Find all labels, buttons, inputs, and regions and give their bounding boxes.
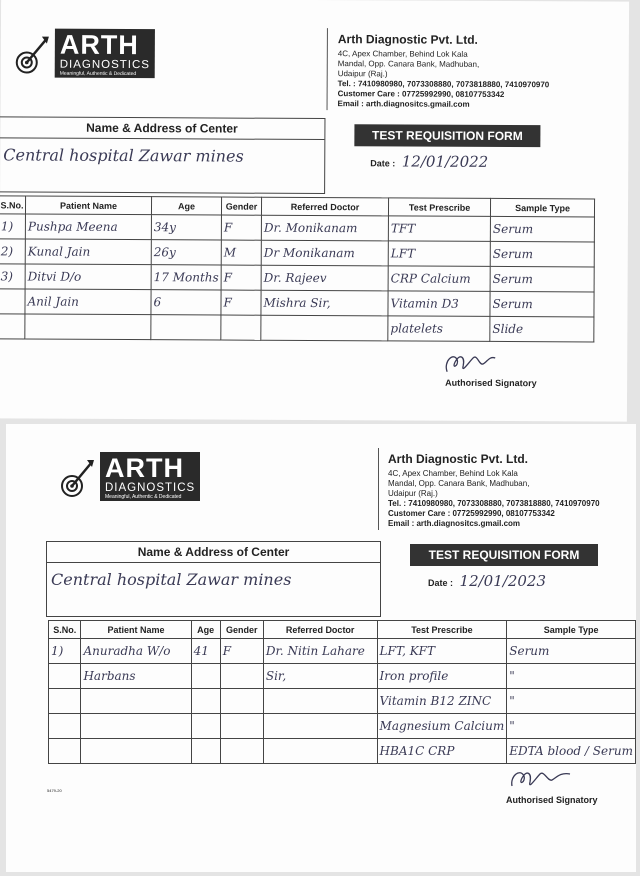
date-field [428, 572, 546, 590]
patient-table [0, 195, 595, 342]
company-logo [54, 452, 200, 501]
cell-patient-name: Pushpa Meena [25, 214, 151, 240]
signature-label: Authorised Signatory [445, 377, 537, 389]
cell-age: 26y [151, 240, 221, 265]
company-address [388, 454, 600, 529]
cell-age: 17 Months [151, 265, 221, 290]
cell-referred-doctor [263, 689, 377, 714]
cell-patient-name: Kunal Jain [25, 239, 151, 265]
cell-test-prescribe: Vitamin B12 ZINC [377, 689, 507, 714]
requisition-form-2023 [6, 424, 636, 872]
date-label: Date : [428, 578, 454, 588]
email-address: Email : arth.diagnositcs.gmail.com [337, 99, 470, 109]
logo-tagline: Meaningful, Authentic & Dedicated [59, 70, 137, 78]
cell-patient-name [81, 689, 191, 714]
date-field [370, 152, 488, 171]
cell-sample-type: Slide [490, 316, 594, 342]
cell-age [191, 664, 220, 689]
cell-sample-type: Serum [490, 266, 594, 292]
logo-subword: DIAGNOSTICS [59, 58, 151, 72]
col-sample-type: Sample Type [507, 621, 636, 639]
cell-test-prescribe: Vitamin D3 [388, 291, 490, 317]
cell-sample-type: Serum [490, 291, 594, 317]
cell-sno [49, 714, 81, 739]
cell-age [191, 714, 220, 739]
cell-patient-name [25, 314, 151, 340]
phone-numbers: Tel. : 7410980980, 7073308880, 7073818880, 7410970970 [337, 79, 550, 90]
cell-sno: 3) [0, 264, 25, 289]
cell-gender [220, 689, 263, 714]
col-age: Age [151, 197, 221, 215]
cell-sno [49, 739, 81, 764]
cell-test-prescribe: platelets [388, 316, 490, 342]
logo-target-icon [9, 32, 51, 74]
cell-gender: F [220, 639, 263, 664]
address-line: Udaipur (Raj.) [337, 69, 388, 79]
table-row [0, 314, 594, 342]
table-row [0, 239, 594, 267]
customer-care: Customer Care : 07725992990, 08107753342 [337, 89, 505, 99]
cell-sample-type: " [507, 664, 636, 689]
date-value: 12/01/2023 [459, 572, 546, 590]
col-test-prescribe: Test Prescribe [389, 198, 491, 217]
cell-sample-type: Serum [507, 639, 636, 664]
cell-patient-name: Anil Jain [25, 289, 151, 315]
cell-referred-doctor: Mishra Sir, [261, 290, 388, 316]
cell-gender: F [221, 265, 261, 290]
table-row [49, 639, 636, 664]
cell-patient-name: Ditvi D/o [25, 264, 151, 290]
col-age: Age [191, 621, 220, 639]
table-row [0, 214, 595, 242]
logo-word: ARTH [105, 453, 184, 483]
table-row [0, 264, 594, 292]
cell-gender: M [221, 240, 261, 265]
cell-test-prescribe: CRP Calcium [388, 266, 490, 292]
cell-sample-type: " [507, 714, 636, 739]
cell-test-prescribe: LFT [388, 241, 490, 267]
header-divider [378, 448, 379, 530]
cell-age: 34y [151, 215, 221, 240]
col-gender: Gender [220, 621, 263, 639]
cell-gender [221, 315, 261, 340]
cell-age: 6 [151, 290, 221, 315]
phone-numbers: Tel. : 7410980980, 7073308880, 7073818880, 7410970970 [388, 499, 600, 508]
cell-gender [220, 664, 263, 689]
col-patient-name: Patient Name [25, 196, 151, 215]
cell-test-prescribe: HBA1C CRP [377, 739, 507, 764]
cell-age: 41 [191, 639, 220, 664]
date-value: 12/01/2022 [401, 152, 489, 171]
col-sample-type: Sample Type [491, 198, 595, 217]
signature-scribble [439, 344, 499, 380]
cell-age [191, 739, 220, 764]
cell-patient-name [81, 714, 191, 739]
col-referred-doctor: Referred Doctor [263, 621, 377, 639]
cell-sno [49, 689, 81, 714]
logo-tagline: Meaningful, Authentic & Dedicated [105, 494, 182, 500]
cell-gender [220, 714, 263, 739]
address-line: Mandal, Opp. Canara Bank, Madhuban, [388, 479, 530, 488]
cell-gender: F [221, 215, 261, 240]
cell-sno: 2) [0, 239, 25, 264]
cell-sample-type: Serum [490, 241, 594, 267]
date-label: Date : [370, 158, 396, 169]
cell-age [191, 689, 220, 714]
logo-target-icon [54, 456, 96, 498]
cell-gender [220, 739, 263, 764]
address-line: Udaipur (Raj.) [388, 489, 438, 498]
cell-referred-doctor: Dr Monikanam [261, 240, 388, 266]
form-title: TEST REQUISITION FORM [410, 544, 598, 566]
header-divider [327, 28, 328, 110]
center-box [46, 541, 381, 617]
signature-scribble [506, 760, 576, 794]
center-box [0, 116, 325, 194]
email-address: Email : arth.diagnositcs.gmail.com [388, 519, 521, 528]
cell-test-prescribe: Iron profile [377, 664, 507, 689]
cell-referred-doctor: Dr. Monikanam [261, 215, 388, 241]
col-patient-name: Patient Name [81, 621, 191, 639]
customer-care: Customer Care : 07725992990, 08107753342 [388, 509, 555, 518]
logo-word: ARTH [59, 29, 139, 61]
cell-test-prescribe: TFT [388, 216, 490, 242]
company-logo [9, 28, 155, 78]
center-name: Central hospital Zawar mines [51, 570, 292, 589]
cell-referred-doctor [263, 714, 377, 739]
cell-patient-name [81, 739, 191, 764]
logo-subword: DIAGNOSTICS [105, 482, 196, 494]
center-name: Central hospital Zawar mines [3, 145, 244, 166]
form-number: 5479-20 [47, 788, 62, 793]
cell-gender: F [221, 290, 261, 315]
company-address [338, 34, 550, 110]
address-line: Mandal, Opp. Canara Bank, Madhuban, [337, 59, 480, 69]
col-sno: S.No. [0, 196, 26, 214]
center-heading: Name & Address of Center [47, 542, 380, 563]
table-row [0, 289, 594, 317]
col-gender: Gender [222, 197, 262, 215]
col-sno: S.No. [49, 621, 81, 639]
cell-sno: 1) [49, 639, 81, 664]
form-title: TEST REQUISITION FORM [354, 124, 540, 147]
cell-referred-doctor: Sir, [263, 664, 377, 689]
cell-test-prescribe: LFT, KFT [377, 639, 507, 664]
cell-test-prescribe: Magnesium Calcium [377, 714, 507, 739]
table-row [49, 714, 636, 739]
center-heading: Name & Address of Center [0, 117, 324, 140]
cell-age [151, 315, 221, 340]
cell-sno [49, 664, 81, 689]
address-line: 4C, Apex Chamber, Behind Lok Kala [388, 469, 518, 478]
col-referred-doctor: Referred Doctor [262, 197, 389, 216]
col-test-prescribe: Test Prescribe [377, 621, 507, 639]
cell-referred-doctor: Dr. Nitin Lahare [263, 639, 377, 664]
table-row [49, 664, 636, 689]
requisition-form-2022 [0, 0, 629, 422]
table-row [49, 689, 636, 714]
cell-referred-doctor: Dr. Rajeev [261, 265, 388, 291]
cell-referred-doctor [263, 739, 377, 764]
company-name: Arth Diagnostic Pvt. Ltd. [388, 452, 529, 466]
cell-sno [0, 289, 25, 314]
cell-sample-type: Serum [490, 216, 594, 242]
cell-referred-doctor [261, 315, 388, 341]
cell-sno [0, 314, 25, 339]
address-line: 4C, Apex Chamber, Behind Lok Kala [337, 49, 468, 59]
cell-sample-type: EDTA blood / Serum [507, 739, 636, 764]
patient-table [48, 620, 636, 764]
cell-sno: 1) [0, 214, 25, 239]
cell-patient-name: Harbans [81, 664, 191, 689]
cell-patient-name: Anuradha W/o [81, 639, 191, 664]
cell-sample-type: " [507, 689, 636, 714]
company-name: Arth Diagnostic Pvt. Ltd. [337, 32, 478, 47]
signature-label: Authorised Signatory [506, 795, 598, 805]
